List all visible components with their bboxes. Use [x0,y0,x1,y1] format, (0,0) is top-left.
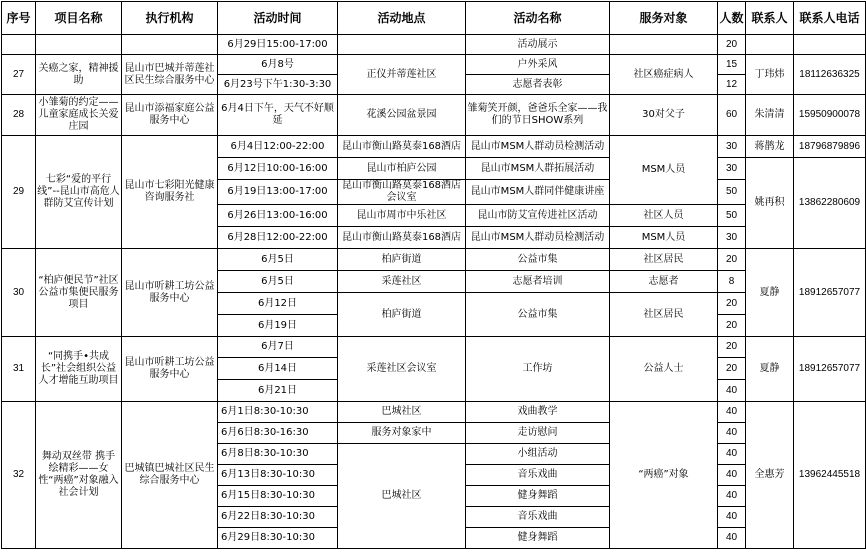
cell-time: 6月14日 [218,358,338,380]
cell-time: 6月1日8:30-10:30 [218,402,338,423]
cell-contact: 夏静 [746,337,794,402]
cell-target: MSM人员 [610,227,718,249]
cell-org: 昆山市七彩阳光健康咨询服务社 [122,136,218,249]
header-cell: 人数 [718,2,746,35]
cell-count: 50 [718,205,746,227]
cell-activity: 户外采风 [466,55,610,75]
table-row [2,55,866,75]
cell-phone: 18112636325 [794,55,866,95]
table-row [2,249,866,271]
cell-project-name: 关癌之家，精神援助 [36,55,122,95]
cell-activity: 音乐戏曲 [466,507,610,528]
cell-count: 8 [718,271,746,293]
cell-count: 40 [718,402,746,423]
cell-time: 6月6日8:30-16:30 [218,423,338,444]
cell-time: 6月5日 [218,271,338,293]
cell-activity: 昆山市防艾宣传进社区活动 [466,205,610,227]
cell-time: 6月29日8:30-10:30 [218,528,338,549]
cell-target: 社区癌症病人 [610,55,718,95]
cell-count: 20 [718,315,746,337]
cell-phone: 13962445518 [794,402,866,549]
cell-target: “两癌”对象 [610,402,718,549]
cell-activity: 志愿者表彰 [466,75,610,95]
cell-place: 花溪公园盆景园 [338,95,466,136]
header-cell: 项目名称 [36,2,122,35]
cell-time: 6月8号 [218,55,338,75]
cell-count: 30 [718,136,746,158]
cell-count: 50 [718,180,746,205]
cell-count: 40 [718,465,746,486]
cell-time: 6月15日8:30-10:30 [218,486,338,507]
cell-project-name: “同携手•共成长”社会组织公益人才增能互助项目 [36,337,122,402]
cell-count: 20 [718,35,746,55]
cell-contact: 全惠芳 [746,402,794,549]
cell-activity: 志愿者培训 [466,271,610,293]
cell-count: 15 [718,55,746,75]
cell-phone: 18912657077 [794,337,866,402]
header-cell: 活动名称 [466,2,610,35]
cell-count: 40 [718,444,746,465]
cell-activity: 走访慰问 [466,423,610,444]
cell-place: 采莲社区会议室 [338,337,466,402]
cell-count: 30 [718,227,746,249]
table-row [2,95,866,136]
cell-time: 6月4日下午，天气不好顺延 [218,95,338,136]
cell-time: 6月7日 [218,337,338,358]
cell-time: 6月21日 [218,380,338,402]
table-row [2,402,866,423]
table-row [2,136,866,158]
cell-count: 40 [718,423,746,444]
cell-activity: 音乐戏曲 [466,465,610,486]
cell-time: 6月29日15:00-17:00 [218,35,338,55]
cell-time: 6月22日8:30-10:30 [218,507,338,528]
cell-time: 6月8日8:30-10:30 [218,444,338,465]
cell-place: 昆山市柏庐公园 [338,158,466,180]
cell-target: 公益人士 [610,337,718,402]
cell-org: 巴城镇巴城社区民生综合服务中心 [122,402,218,549]
cell-time: 6月12日10:00-16:00 [218,158,338,180]
table-row [2,35,866,55]
cell-time: 6月4日12:00-22:00 [218,136,338,158]
cell-contact: 夏静 [746,249,794,337]
cell-place: 巴城社区 [338,444,466,549]
table-row [2,337,866,358]
cell-activity: 公益市集 [466,293,610,337]
cell-target: 30对父子 [610,95,718,136]
cell-count: 60 [718,95,746,136]
cell-activity: 昆山市MSM人群动员检测活动 [466,227,610,249]
cell-time: 6月19日 [218,315,338,337]
cell-contact: 朱清清 [746,95,794,136]
cell-project-name: “柏庐便民节”社区公益市集便民服务项目 [36,249,122,337]
header-row [2,2,866,35]
cell-time: 6月28日12:00-22:00 [218,227,338,249]
cell-time: 6月13日8:30-10:30 [218,465,338,486]
cell-time: 6月5日 [218,249,338,271]
cell-activity: 戏曲教学 [466,402,610,423]
cell-no: 27 [2,55,36,95]
cell-target: 社区居民 [610,293,718,337]
cell-time: 6月19日13:00-17:00 [218,180,338,205]
cell-count: 20 [718,249,746,271]
cell-count: 40 [718,380,746,402]
cell-phone: 15950900078 [794,95,866,136]
cell-contact: 蒋鹊龙 [746,136,794,158]
header-cell: 执行机构 [122,2,218,35]
cell-phone: 13862280609 [794,158,866,249]
cell-target: 社区人员 [610,205,718,227]
header-cell: 活动地点 [338,2,466,35]
cell-target: 志愿者 [610,271,718,293]
header-cell: 序号 [2,2,36,35]
cell-project-name: 七彩“爱的平行线”--昆山市高危人群防艾宣传计划 [36,136,122,249]
header-cell: 联系人电话 [794,2,866,35]
cell-count: 12 [718,75,746,95]
cell-project-name: 小雏菊的约定——儿童家庭成长关爱庄园 [36,95,122,136]
cell-place: 正仪并蒂莲社区 [338,55,466,95]
activity-schedule-table [1,1,866,549]
cell-activity: 公益市集 [466,249,610,271]
cell-place: 柏庐街道 [338,293,466,337]
cell-contact: 丁玮炜 [746,55,794,95]
cell-activity: 工作坊 [466,337,610,402]
cell-count: 20 [718,358,746,380]
header-cell: 联系人 [746,2,794,35]
cell-activity: 小组活动 [466,444,610,465]
cell-place: 服务对象家中 [338,423,466,444]
cell-project-name: 舞动双丝带 携手绘精彩——女性“两癌”对象融入社会计划 [36,402,122,549]
cell-activity: 雏菊笑开颜，爸爸乐全家——我们的节日SHOW系列 [466,95,610,136]
cell-activity: 健身舞蹈 [466,486,610,507]
cell-place: 昆山市衡山路莫泰168酒店 [338,136,466,158]
cell-activity: 活动展示 [466,35,610,55]
cell-org: 昆山市听耕工坊公益服务中心 [122,249,218,337]
cell-count: 20 [718,293,746,315]
cell-org: 昆山市听耕工坊公益服务中心 [122,337,218,402]
cell-time: 6月23号下午1:30-3:30 [218,75,338,95]
cell-phone: 18796879896 [794,136,866,158]
cell-activity: 昆山市MSM人群动员检测活动 [466,136,610,158]
cell-no: 28 [2,95,36,136]
cell-contact: 姚再积 [746,158,794,249]
cell-count: 40 [718,507,746,528]
cell-no: 32 [2,402,36,549]
cell-org: 昆山市巴城并蒂莲社区民生综合服务中心 [122,55,218,95]
header-cell: 服务对象 [610,2,718,35]
cell-place: 昆山市衡山路莫泰168酒店会议室 [338,180,466,205]
cell-phone: 18912657077 [794,249,866,337]
cell-target: MSM人员 [610,136,718,205]
cell-activity: 昆山市MSM人群拓展活动 [466,158,610,180]
cell-count: 30 [718,158,746,180]
cell-place: 昆山市衡山路莫泰168酒店 [338,227,466,249]
cell-org: 昆山市添福家庭公益服务中心 [122,95,218,136]
cell-place: 昆山市周市中乐社区 [338,205,466,227]
cell-count: 20 [718,337,746,358]
cell-place: 巴城社区 [338,402,466,423]
cell-no: 30 [2,249,36,337]
cell-place: 采莲社区 [338,271,466,293]
cell-target: 社区居民 [610,249,718,271]
cell-count: 40 [718,486,746,507]
cell-activity: 昆山市MSM人群同伴健康讲座 [466,180,610,205]
cell-no: 31 [2,337,36,402]
cell-activity: 健身舞蹈 [466,528,610,549]
header-cell: 活动时间 [218,2,338,35]
cell-no: 29 [2,136,36,249]
cell-count: 40 [718,528,746,549]
cell-time: 6月12日 [218,293,338,315]
cell-place: 柏庐街道 [338,249,466,271]
cell-time: 6月26日13:00-16:00 [218,205,338,227]
